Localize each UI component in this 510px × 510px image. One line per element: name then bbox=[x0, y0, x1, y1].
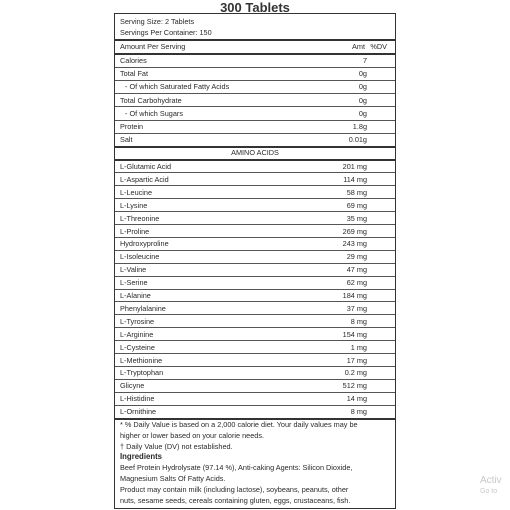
amino-acid-row bbox=[115, 263, 395, 276]
amino-acid-row bbox=[115, 315, 395, 328]
amino-acid-row-value: 114 mg bbox=[343, 174, 367, 184]
nutrient-row bbox=[115, 80, 395, 93]
amino-acid-row-label: L-Alanine bbox=[120, 291, 151, 300]
amino-acid-row-label: L-Proline bbox=[120, 226, 150, 236]
amino-acid-row-value: 1 mg bbox=[350, 342, 367, 352]
amino-acid-row-label: Hydroxyproline bbox=[120, 239, 169, 249]
amino-acid-row-label: Phenylalanine bbox=[120, 303, 166, 313]
dv-not-established-note: † Daily Value (DV) not established. bbox=[120, 441, 233, 451]
amino-acid-row-value: 0.2 mg bbox=[344, 368, 367, 378]
amino-acid-row-value: 184 mg bbox=[342, 291, 367, 300]
amino-acids-header: AMINO ACIDS bbox=[231, 148, 279, 157]
amino-acid-row bbox=[115, 276, 395, 289]
amino-acid-row-value: 17 mg bbox=[346, 355, 367, 365]
amino-acid-row-value: 37 mg bbox=[346, 303, 367, 313]
nutrient-row-label: Total Fat bbox=[120, 69, 148, 79]
amino-acid-row-value: 35 mg bbox=[346, 213, 367, 223]
nutrient-row-value: 0g bbox=[358, 108, 367, 118]
amino-acid-row-value: 47 mg bbox=[346, 265, 367, 275]
amino-acid-row bbox=[115, 366, 395, 379]
amino-acid-row-label: L-Valine bbox=[120, 265, 147, 275]
allergen-note: Product may contain milk (including lactose), soybeans, peanuts, other bbox=[120, 484, 349, 494]
amino-acid-row-label: L-Cysteine bbox=[120, 342, 155, 352]
amino-acid-row bbox=[115, 199, 395, 212]
nutrition-facts-panel bbox=[114, 13, 396, 509]
ingredients-text: Magnesium Salts Of Fatty Acids. bbox=[120, 473, 226, 483]
amino-acid-row-label: L-Glutamic Acid bbox=[120, 162, 172, 171]
amount-header-row: Amount Per Serving Amt %DV bbox=[120, 42, 387, 51]
amino-acid-row-label: L-Tyrosine bbox=[120, 316, 155, 326]
amino-acid-row-label: L-Leucine bbox=[120, 187, 153, 197]
amino-acid-row-label: L-Lysine bbox=[120, 200, 148, 210]
serving-size: Serving Size: 2 Tablets bbox=[120, 17, 195, 26]
product-title: 300 Tablets bbox=[220, 0, 290, 15]
nutrient-row-value: 7 bbox=[362, 56, 367, 65]
amino-acid-row-label: L-Ornithine bbox=[120, 407, 157, 417]
nutrient-row bbox=[115, 67, 395, 80]
nutrient-row-label: Calories bbox=[120, 56, 147, 65]
amino-acid-row-label: Glicyne bbox=[120, 381, 145, 391]
nutrient-row-label: Total Carbohydrate bbox=[120, 95, 182, 105]
amino-acid-row-label: L-Histidine bbox=[120, 394, 155, 404]
nutrient-row-value: 0.01g bbox=[348, 135, 367, 145]
nutrient-row bbox=[115, 54, 395, 67]
amino-acid-row bbox=[115, 212, 395, 225]
amino-acid-row-value: 62 mg bbox=[346, 278, 367, 288]
amino-acid-row bbox=[115, 160, 395, 173]
amino-acid-row-value: 201 mg bbox=[342, 162, 367, 171]
nutrient-row-value: 0g bbox=[358, 82, 367, 92]
amino-acid-row-label: L-Serine bbox=[120, 278, 148, 288]
nutrient-row bbox=[115, 133, 395, 146]
nutrient-row-value: 0g bbox=[358, 95, 367, 105]
nutrient-row bbox=[115, 107, 395, 120]
amino-acid-row-label: L-Arginine bbox=[120, 329, 154, 339]
amino-acid-row-label: L-Methionine bbox=[120, 355, 163, 365]
daily-value-note: * % Daily Value is based on a 2,000 calorie diet. Your daily values may be bbox=[120, 420, 358, 429]
nutrient-row bbox=[115, 120, 395, 133]
amino-acid-row bbox=[115, 225, 395, 238]
amino-acid-row-value: 8 mg bbox=[350, 316, 367, 326]
amino-acid-row-value: 14 mg bbox=[346, 394, 367, 404]
amino-acid-row-label: L-Aspartic Acid bbox=[120, 174, 169, 184]
daily-value-note: higher or lower based on your calorie needs. bbox=[120, 430, 264, 440]
amino-acid-row bbox=[115, 186, 395, 199]
ingredients-text: Beef Protein Hydrolysate (97.14 %), Anti-caking Agents: Silicon Dioxide, bbox=[120, 463, 353, 473]
ingredients-title: Ingredients bbox=[120, 452, 163, 462]
allergen-note: nuts, sesame seeds, cereals containing gluten, eggs, crustaceans, fish. bbox=[120, 495, 351, 505]
nutrient-row-label: Salt bbox=[120, 135, 133, 145]
amino-acid-row-label: L-Threonine bbox=[120, 213, 160, 223]
amino-acid-row-label: L-Tryptophan bbox=[120, 368, 164, 378]
amino-acid-row bbox=[115, 302, 395, 315]
amino-acid-row bbox=[115, 341, 395, 354]
amino-acid-row bbox=[115, 354, 395, 367]
amino-acid-row bbox=[115, 379, 395, 392]
amino-acid-row bbox=[115, 392, 395, 405]
watermark: Activ Go to bbox=[480, 475, 502, 495]
amino-acid-row bbox=[115, 289, 395, 302]
amino-acid-row-value: 269 mg bbox=[342, 226, 367, 236]
nutrient-row-value: 1.8g bbox=[352, 122, 367, 131]
amino-acid-row-value: 69 mg bbox=[346, 200, 367, 210]
amino-acid-row-value: 243 mg bbox=[342, 239, 367, 249]
nutrient-row-value: 0g bbox=[358, 69, 367, 79]
footnotes bbox=[120, 420, 392, 506]
amino-acid-row-label: L-Isoleucine bbox=[120, 252, 160, 262]
amino-acid-row bbox=[115, 237, 395, 250]
servings-per-container: Servings Per Container: 150 bbox=[120, 28, 212, 37]
amino-acid-row-value: 8 mg bbox=[350, 407, 367, 417]
amino-acid-row-value: 512 mg bbox=[342, 381, 367, 391]
nutrient-row-label: Protein bbox=[120, 122, 144, 131]
amino-acid-row bbox=[115, 328, 395, 341]
nutrient-row-label: - Of which Sugars bbox=[125, 108, 183, 118]
amino-acid-row-value: 58 mg bbox=[346, 187, 367, 197]
amino-acid-row bbox=[115, 173, 395, 186]
amino-acid-row bbox=[115, 250, 395, 263]
nutrient-row-label: - Of which Saturated Fatty Acids bbox=[125, 82, 230, 92]
nutrient-row bbox=[115, 94, 395, 107]
amino-acid-row-value: 154 mg bbox=[342, 329, 367, 339]
amino-acid-row bbox=[115, 405, 395, 418]
amino-acid-row-value: 29 mg bbox=[346, 252, 367, 262]
